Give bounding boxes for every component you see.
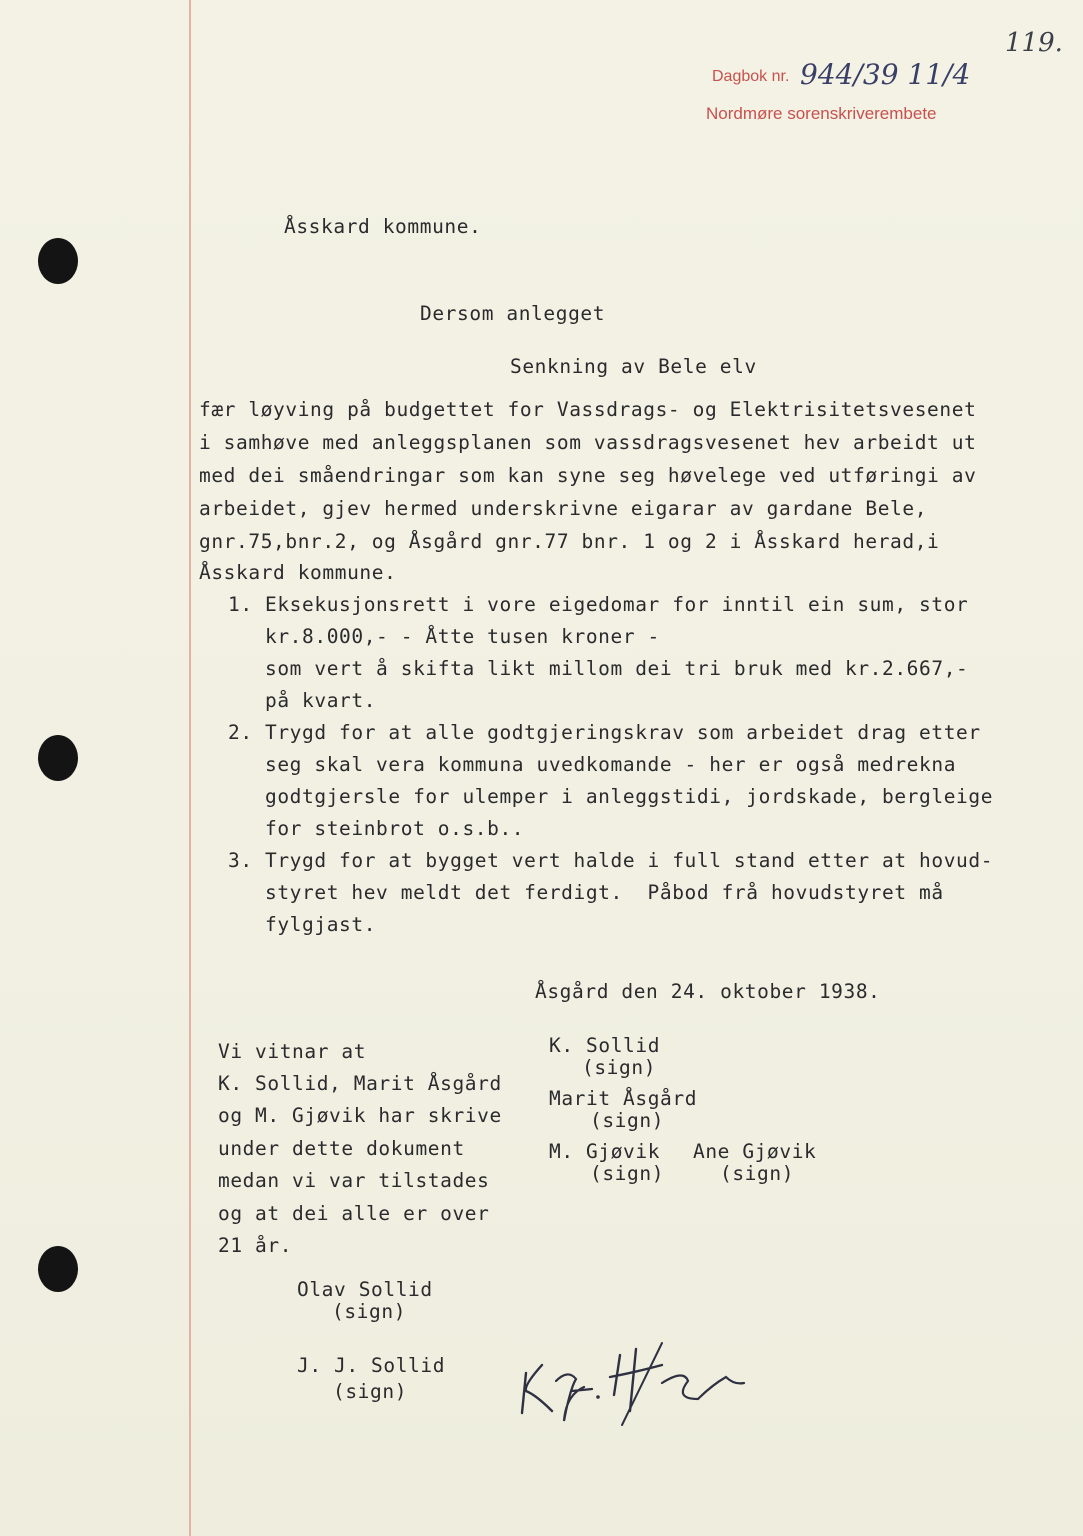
item-line: fylgjast. <box>265 913 377 936</box>
signature-name: M. Gjøvik <box>549 1140 661 1163</box>
body-line: Åsskard kommune. <box>199 561 397 584</box>
signature-name: Ane Gjøvik <box>693 1140 817 1163</box>
registry-number-handwritten: 944/39 11/4 <box>800 58 971 91</box>
witness-line: Vi vitnar at <box>218 1040 367 1063</box>
signature-name: Marit Åsgård <box>549 1087 698 1110</box>
signature-name: Olav Sollid <box>297 1278 433 1301</box>
item-line: på kvart. <box>265 689 377 712</box>
place-date: Åsgård den 24. oktober 1938. <box>535 980 881 1003</box>
signature-mark: (sign) <box>720 1162 795 1185</box>
page-number: 119. <box>1005 28 1063 58</box>
signature-name: J. J. Sollid <box>297 1354 446 1377</box>
body-line: i samhøve med anleggsplanen som vassdragsvesenet hev arbeidt ut <box>199 431 977 454</box>
witness-line: 21 år. <box>218 1234 293 1257</box>
signature-mark: (sign) <box>590 1162 665 1185</box>
witness-line: medan vi var tilstades <box>218 1169 490 1192</box>
witness-line: og at dei alle er over <box>218 1202 490 1225</box>
registry-stamp-label: Dagbok nr. <box>712 68 790 85</box>
item-line: for steinbrot o.s.b.. <box>265 817 525 840</box>
item-number: 2. <box>228 721 253 744</box>
signature-name: K. Sollid <box>549 1034 661 1057</box>
item-number: 3. <box>228 849 253 872</box>
item-line: Eksekusjonsrett i vore eigedomar for inntil ein sum, stor <box>265 593 969 616</box>
margin-rule <box>189 0 191 1536</box>
body-line: gnr.75,bnr.2, og Åsgård gnr.77 bnr. 1 og 2 i Åsskard herad,i <box>199 530 940 553</box>
signature-mark: (sign) <box>590 1109 665 1132</box>
signature-mark: (sign) <box>332 1300 407 1323</box>
item-line: som vert å skifta likt millom dei tri bruk med kr.2.667,- <box>265 657 969 680</box>
signature-mark: (sign) <box>582 1056 657 1079</box>
body-line: fær løyving på budgettet for Vassdrags- og Elektrisitetsvesenet <box>199 398 977 421</box>
body-line: arbeidet, gjev hermed underskrivne eigarar av gardane Bele, <box>199 497 928 520</box>
registry-stamp-office: Nordmøre sorenskriverembete <box>706 104 937 123</box>
addressee: Åsskard kommune. <box>284 215 482 238</box>
item-number: 1. <box>228 593 253 616</box>
heading-project: Senkning av Bele elv <box>510 355 757 378</box>
punch-hole-top <box>38 238 78 284</box>
signature-mark: (sign) <box>333 1380 408 1403</box>
item-line: seg skal vera kommuna uvedkomande - her er også medrekna <box>265 753 957 776</box>
item-line: styret hev meldt det ferdigt. Påbod frå hovudstyret må <box>265 881 944 904</box>
heading-condition: Dersom anlegget <box>420 302 606 325</box>
punch-hole-middle <box>38 735 78 781</box>
witness-line: K. Sollid, Marit Åsgård <box>218 1072 502 1095</box>
item-line: godtgjersle for ulemper i anleggstidi, jordskade, bergleige <box>265 785 994 808</box>
item-line: kr.8.000,- - Åtte tusen kroner - <box>265 625 660 648</box>
body-line: med dei småendringar som kan syne seg høvelege ved utføringi av <box>199 464 977 487</box>
witness-line: under dette dokument <box>218 1137 465 1160</box>
item-line: Trygd for at alle godtgjeringskrav som arbeidet drag etter <box>265 721 981 744</box>
witness-line: og M. Gjøvik har skrive <box>218 1104 502 1127</box>
punch-hole-bottom <box>38 1246 78 1292</box>
handwritten-note-drawing <box>512 1325 772 1435</box>
item-line: Trygd for at bygget vert halde i full stand etter at hovud- <box>265 849 994 872</box>
